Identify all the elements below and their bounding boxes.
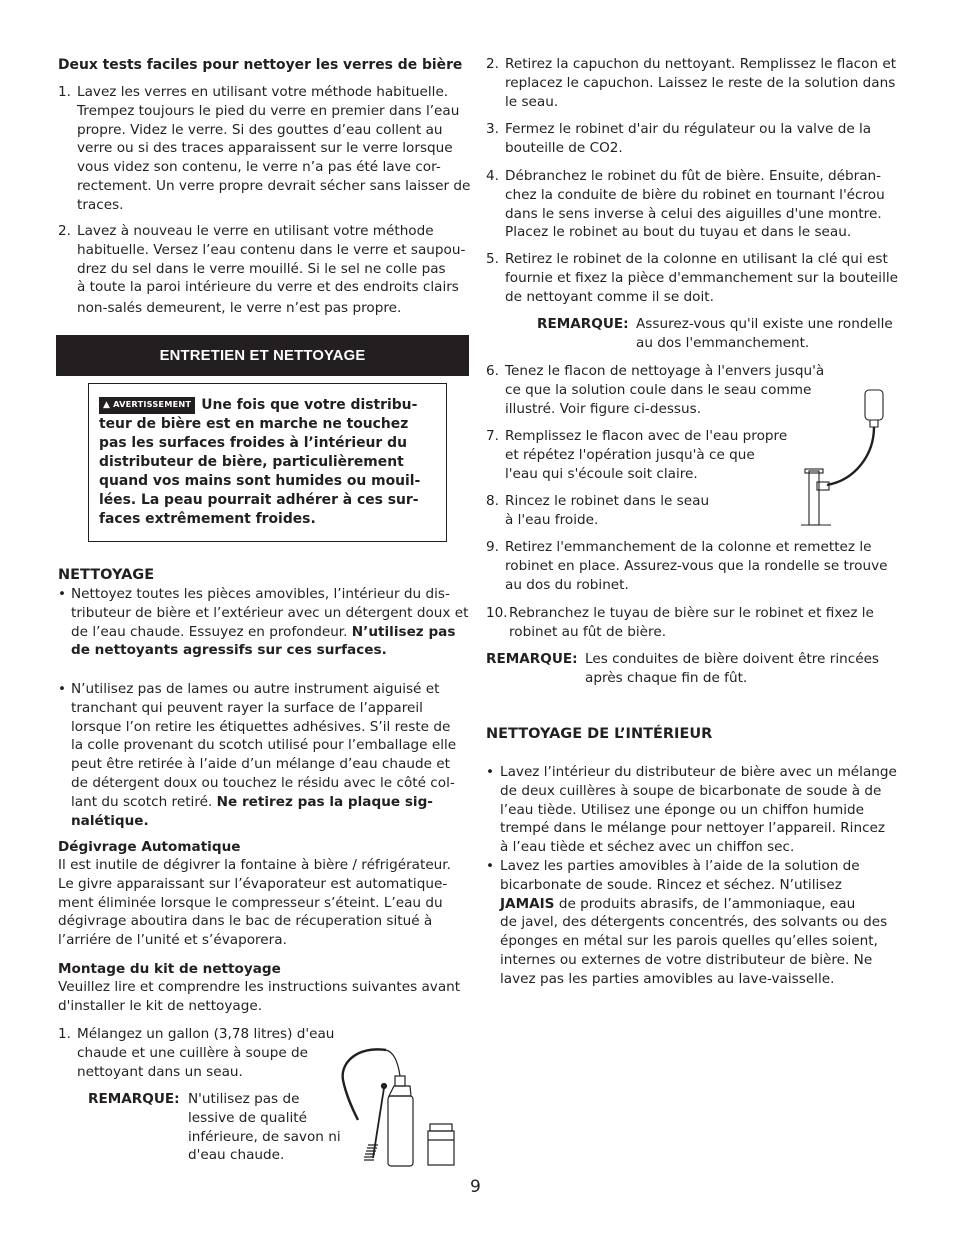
text-line: ce que la solution coule dans le seau comme (505, 381, 812, 398)
kit-step-10 (486, 604, 901, 642)
cleaning-title: NETTOYAGE (58, 567, 155, 583)
item-number: 3. (486, 121, 499, 137)
remark-label: REMARQUE: (486, 651, 578, 667)
bullet-dot: • (58, 586, 67, 602)
bold-text: de nettoyants agressifs sur ces surfaces. (71, 642, 387, 659)
remark-2: REMARQUE: Assurez-vous qu'il existe une rondelle au dos l'emmanchement. (537, 316, 893, 351)
kit-step-9 (486, 538, 901, 594)
text-line: de javel, des détergents concentrés, des solvants ou des (500, 914, 888, 931)
text-line: Placez le robinet au bout du tuyau et dans le seau. (505, 224, 852, 241)
text-line: Lavez les verres en utilisant votre méthode habituelle. (77, 84, 449, 100)
text-line: verre ou si des traces apparaissent sur le verre lorsque (77, 140, 453, 157)
text-line: Retirez l'emmanchement de la colonne et remettez le (505, 539, 872, 555)
item-number: 6. (486, 363, 499, 379)
text-line: l'eau qui s'écoule soit claire. (505, 465, 698, 482)
text-line: à toute la paroi intérieure du verre et des endroits clairs (77, 279, 459, 296)
kit-step-1 (58, 1025, 348, 1081)
bold-text: N’utilisez pas (351, 623, 456, 640)
text-line: de détergent doux ou touchez le résidu avec le côté col- (71, 774, 455, 791)
text-line: Trempez toujours le pied du verre en premier dans l’eau (77, 102, 460, 119)
text-line: bicarbonate de soude. Rincez et séchez. N’utilisez (500, 876, 842, 893)
interior-bullet-1 (486, 763, 901, 857)
bold-text: nalétique. (71, 812, 149, 829)
text-line: et répétez l'opération jusqu'à ce que (505, 446, 755, 463)
tests-item-2 (58, 222, 473, 318)
kit-step-3 (486, 120, 901, 158)
item-number: 10. (486, 605, 508, 621)
text-line: illustré. Voir figure ci-dessus. (505, 400, 702, 417)
text-line: à l’eau tiède et séchez avec un chiffon sec. (500, 839, 795, 856)
text-line: tributeur de bière et l’extérieur avec un détergent doux et (71, 604, 469, 621)
text-line: Tenez le flacon de nettoyage à l'envers jusqu'à (505, 363, 825, 379)
bold-text: Ne retirez pas la plaque sig- (216, 793, 433, 810)
item-number: 5. (486, 251, 499, 267)
text-line: chez la conduite de bière du robinet en tournant l'écrou (505, 186, 885, 203)
remark-1: REMARQUE: N'utilisez pas de lessive de qualité inférieure, de savon ni d'eau chaude. (88, 1091, 341, 1164)
text-line: le seau. (505, 93, 559, 110)
text-line: l’eau tiède. Utilisez une éponge ou un chiffon humide (500, 801, 865, 818)
text-line: dans le sens inverse à celui des aiguilles d'une montre. (505, 205, 882, 222)
section-bar-maintenance: ENTRETIEN ET NETTOYAGE (56, 335, 469, 376)
text-line: de nettoyant comme il se doit. (505, 288, 714, 305)
bullet-dot: • (486, 858, 495, 874)
warning-text: ▲ AVERTISSEMENT Une fois que votre distribu- teur de bière est en marche ne touchez pas les surfaces froides à l’intérieur du distributeur de bière, particulièrement quand vos mains sont humides ou mouil- lées. La peau pourrait adhérer à ces sur- faces extrêmement froides. (99, 397, 421, 527)
text-line: robinet au fût de bière. (509, 623, 667, 640)
item-number: 7. (486, 428, 499, 444)
text-line: rectement. Un verre propre devrait sécher sans laisser de (77, 177, 471, 194)
text-line: Lavez les parties amovibles à l’aide de la solution de (500, 858, 860, 874)
bold-text: JAMAIS (500, 895, 555, 912)
cleaning-kit-illustration (338, 1040, 468, 1170)
warning-badge: ▲ AVERTISSEMENT (99, 397, 195, 414)
text-line: replacez le capuchon. Laissez le reste de la solution dans (505, 74, 896, 91)
cleaning-bullet-1 (58, 585, 473, 660)
text-line: Mélangez un gallon (3,78 litres) d'eau (77, 1026, 335, 1042)
item-number: 1. (58, 1026, 71, 1042)
item-number: 8. (486, 493, 499, 509)
text-line: Rebranchez le tuyau de bière sur le robinet et fixez le (509, 605, 874, 621)
interior-bullet-2 (486, 857, 901, 989)
kit-step-2 (486, 55, 901, 111)
text-line: drez du sel dans le verre mouillé. Si le sel ne colle pas (77, 260, 446, 277)
warning-triangle-icon: ▲ (103, 400, 111, 410)
text-line: Débranchez le robinet du fût de bière. Ensuite, débran- (505, 168, 882, 184)
kit-step-7 (486, 427, 806, 483)
text-line: vous videz son contenu, le verre n’a pas été lave cor- (77, 159, 441, 176)
remark-label: REMARQUE: (88, 1091, 180, 1107)
text-line: Fermez le robinet d'air du régulateur ou la valve de la (505, 121, 872, 137)
defrost-text: Il est inutile de dégivrer la fontaine à bière / réfrigérateur. Le givre apparaissant sur l’évaporateur est automatique- ment éliminée lorsque le compresseur s’éteint. L’eau du dégivrage aboutira dans le bac de récuperation situé à l’arriére de l’unité et s’évaporera. (58, 857, 451, 949)
warning-box (88, 383, 447, 542)
tests-title: Deux tests faciles pour nettoyer les verres de bière (58, 57, 463, 73)
text-line: bouteille de CO2. (505, 139, 623, 156)
text-line: de deux cuillères à soupe de bicarbonate de soude à de (500, 782, 882, 799)
text-line: éponges en métal sur les parois quelles qu’elles soient, (500, 933, 878, 950)
text-line: de l’eau chaude. Essuyez en profondeur. (71, 623, 348, 640)
text-line: nettoyant dans un seau. (77, 1063, 243, 1080)
text-line: Retirez le robinet de la colonne en utilisant la clé qui est (505, 251, 888, 267)
bullet-dot: • (486, 764, 495, 780)
defrost-title: Dégivrage Automatique (58, 839, 241, 855)
text-line: peut être retirée à l’aide d’un mélange d’eau chaude et (71, 756, 450, 773)
text-line: lavez pas les parties amovibles au lave-vaisselle. (500, 970, 835, 987)
text-line: Rincez le robinet dans le seau (505, 493, 710, 509)
item-number: 2. (58, 223, 71, 239)
item-number: 1. (58, 84, 71, 100)
text-line: lorsque l’on retire les étiquettes adhésives. S’il reste de (71, 718, 451, 735)
text-line: non-salés demeurent, le verre n’est pas propre. (77, 300, 402, 317)
text-line: au dos du robinet. (505, 576, 629, 593)
text-line: internes ou externes de votre distributeur de bière. Ne (500, 951, 873, 968)
item-number: 4. (486, 168, 499, 184)
text-line: chaude et une cuillère à soupe de (77, 1044, 309, 1061)
kit-step-5 (486, 250, 901, 306)
text-line: fournie et fixez la pièce d'emmanchement sur la bouteille (505, 269, 898, 286)
text-line: Nettoyez toutes les pièces amovibles, l’intérieur du dis- (71, 586, 450, 602)
tests-item-1 (58, 83, 473, 215)
item-number: 9. (486, 539, 499, 555)
text-line: la colle provenant du scotch utilisé pour l’emballage elle (71, 737, 457, 754)
flush-bottle-illustration (795, 385, 895, 530)
item-number: 2. (486, 56, 499, 72)
text-line: de produits abrasifs, de l’ammoniaque, eau (558, 895, 856, 912)
kit-step-8 (486, 492, 786, 530)
text-line: Retirez la capuchon du nettoyant. Remplissez le flacon et (505, 56, 897, 72)
kit-text: Veuillez lire et comprendre les instructions suivantes avant d'installer le kit de nettoyage. (58, 979, 461, 1014)
text-line: robinet en place. Assurez-vous que la rondelle se trouve (505, 557, 888, 574)
text-line: à l'eau froide. (505, 511, 599, 528)
text-line: trempé dans le mélange pour nettoyer l’appareil. Rincez (500, 820, 886, 837)
text-line: traces. (77, 196, 124, 213)
text-line: lant du scotch retiré. (71, 793, 213, 810)
text-line: tranchant qui peuvent rayer la surface de l’appareil (71, 699, 423, 716)
interior-title: NETTOYAGE DE L’INTÉRIEUR (486, 726, 713, 742)
text-line: N’utilisez pas de lames ou autre instrument aiguisé et (71, 681, 440, 697)
text-line: propre. Videz le verre. Si des gouttes d’eau collent au (77, 121, 443, 138)
text-line: Lavez l’intérieur du distributeur de bière avec un mélange (500, 764, 897, 780)
remark-label: REMARQUE: (537, 316, 629, 332)
kit-step-4 (486, 167, 901, 242)
text-line: Remplissez le flacon avec de l'eau propre (505, 428, 788, 444)
remark-3: REMARQUE: Les conduites de bière doivent être rincées après chaque fin de fût. (486, 651, 880, 686)
text-line: habituelle. Versez l’eau contenu dans le verre et saupou- (77, 241, 466, 258)
text-line: Lavez à nouveau le verre en utilisant votre méthode (77, 223, 434, 239)
cleaning-bullet-2 (58, 680, 473, 830)
kit-title: Montage du kit de nettoyage (58, 961, 281, 977)
bullet-dot: • (58, 681, 67, 697)
kit-step-6 (486, 362, 826, 418)
page-number: 9 (470, 1177, 481, 1197)
